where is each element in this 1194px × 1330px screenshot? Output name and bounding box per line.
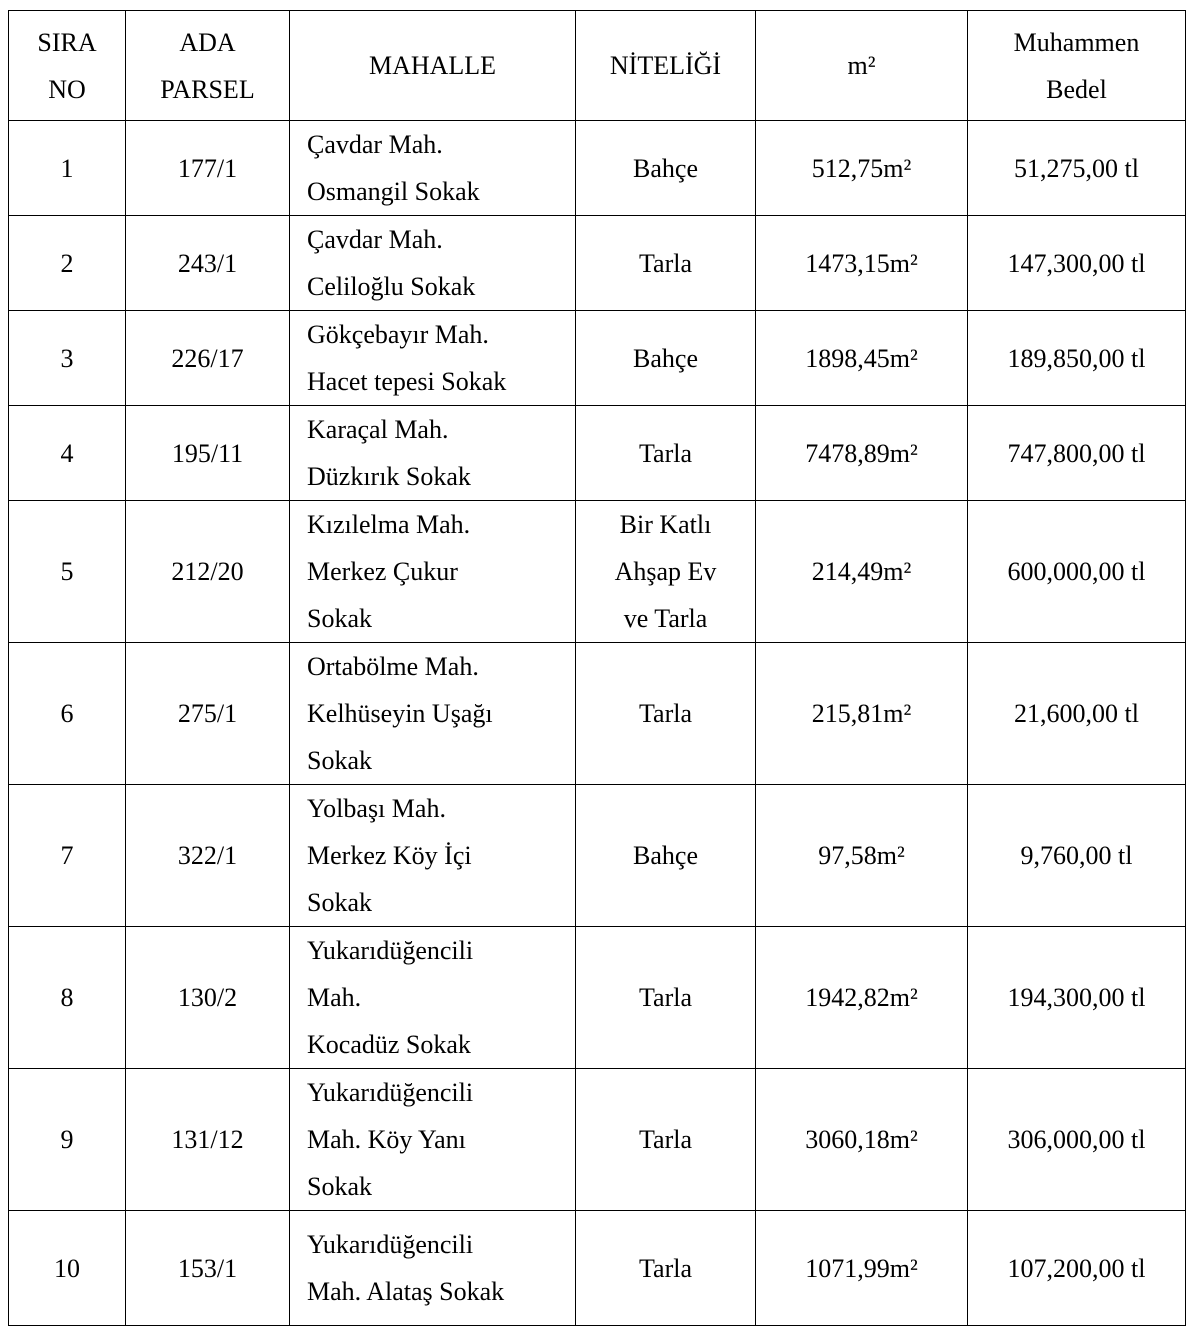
cell-mahalle xyxy=(290,643,576,785)
cell-muhammen-bedel: 194,300,00 tl xyxy=(968,927,1186,1069)
cell-line: Hacet tepesi Sokak xyxy=(307,367,507,396)
header-muhammen-bedel xyxy=(968,11,1186,121)
cell-line: SIRA xyxy=(37,27,97,57)
cell-sira-no: 6 xyxy=(9,643,126,785)
header-niteligi xyxy=(576,11,756,121)
table-row xyxy=(9,1211,1186,1326)
cell-m2: 7478,89m² xyxy=(756,406,968,501)
cell-line: Tarla xyxy=(638,248,693,278)
cell-line: Mah. Köy Yanı xyxy=(307,1125,466,1154)
cell-line: NO xyxy=(48,74,86,104)
cell-m2: 1071,99m² xyxy=(756,1211,968,1326)
cell-line: Celiloğlu Sokak xyxy=(307,272,476,301)
cell-line: Sokak xyxy=(307,1172,372,1201)
cell-m2: 3060,18m² xyxy=(756,1069,968,1211)
cell-ada-parsel: 177/1 xyxy=(126,121,290,216)
cell-line: Merkez Çukur xyxy=(307,557,458,586)
cell-sira-no: 8 xyxy=(9,927,126,1069)
cell-line: Sokak xyxy=(307,604,372,633)
cell-niteligi xyxy=(576,1211,756,1326)
cell-line: Osmangil Sokak xyxy=(307,177,480,206)
table-row xyxy=(9,927,1186,1069)
cell-niteligi xyxy=(576,643,756,785)
cell-line: Sokak xyxy=(307,888,372,917)
cell-line: Çavdar Mah. xyxy=(307,130,443,159)
cell-m2: 512,75m² xyxy=(756,121,968,216)
cell-mahalle xyxy=(290,121,576,216)
cell-line: Düzkırık Sokak xyxy=(307,462,471,491)
cell-ada-parsel: 212/20 xyxy=(126,501,290,643)
cell-line: Sokak xyxy=(307,746,372,775)
cell-niteligi xyxy=(576,406,756,501)
cell-sira-no: 1 xyxy=(9,121,126,216)
cell-mahalle xyxy=(290,311,576,406)
cell-mahalle xyxy=(290,216,576,311)
cell-line: Bahçe xyxy=(633,841,698,870)
table-row xyxy=(9,1069,1186,1211)
cell-line: Kelhüseyin Uşağı xyxy=(307,699,493,728)
cell-mahalle xyxy=(290,406,576,501)
table-row xyxy=(9,121,1186,216)
cell-ada-parsel: 195/11 xyxy=(126,406,290,501)
cell-line: Mah. xyxy=(307,983,362,1012)
cell-sira-no: 4 xyxy=(9,406,126,501)
cell-line: NİTELİĞİ xyxy=(609,51,722,80)
table-body xyxy=(9,121,1186,1326)
table-row xyxy=(9,785,1186,927)
cell-line: Yukarıdüğencili xyxy=(307,1078,474,1107)
cell-ada-parsel: 275/1 xyxy=(126,643,290,785)
cell-m2: 1473,15m² xyxy=(756,216,968,311)
cell-line: Tarla xyxy=(638,1253,693,1283)
cell-line: Bahçe xyxy=(633,153,698,183)
cell-muhammen-bedel: 147,300,00 tl xyxy=(968,216,1186,311)
header-mahalle xyxy=(290,11,576,121)
cell-line: Muhammen xyxy=(1013,27,1140,57)
cell-line: Ahşap Ev xyxy=(614,557,717,586)
cell-line: Ortabölme Mah. xyxy=(307,652,479,681)
cell-line: m² xyxy=(847,51,876,80)
cell-line: Kocadüz Sokak xyxy=(307,1030,471,1059)
cell-ada-parsel: 243/1 xyxy=(126,216,290,311)
cell-mahalle xyxy=(290,785,576,927)
table-row xyxy=(9,406,1186,501)
cell-m2: 215,81m² xyxy=(756,643,968,785)
cell-niteligi xyxy=(576,121,756,216)
cell-mahalle xyxy=(290,1069,576,1211)
cell-ada-parsel: 130/2 xyxy=(126,927,290,1069)
table-row xyxy=(9,643,1186,785)
cell-muhammen-bedel: 747,800,00 tl xyxy=(968,406,1186,501)
cell-muhammen-bedel: 189,850,00 tl xyxy=(968,311,1186,406)
cell-line: ve Tarla xyxy=(623,604,708,633)
cell-m2: 214,49m² xyxy=(756,501,968,643)
cell-line: Tarla xyxy=(638,983,693,1012)
cell-line: Bir Katlı xyxy=(619,510,712,539)
cell-line: ADA xyxy=(179,27,236,57)
header-sira-no xyxy=(9,11,126,121)
cell-m2: 1942,82m² xyxy=(756,927,968,1069)
header-ada-parsel xyxy=(126,11,290,121)
cell-ada-parsel: 153/1 xyxy=(126,1211,290,1326)
cell-sira-no: 5 xyxy=(9,501,126,643)
cell-niteligi xyxy=(576,1069,756,1211)
table-row xyxy=(9,311,1186,406)
cell-muhammen-bedel: 21,600,00 tl xyxy=(968,643,1186,785)
cell-muhammen-bedel: 306,000,00 tl xyxy=(968,1069,1186,1211)
cell-line: Bahçe xyxy=(633,343,698,373)
cell-sira-no: 9 xyxy=(9,1069,126,1211)
cell-muhammen-bedel: 600,000,00 tl xyxy=(968,501,1186,643)
cell-line: Tarla xyxy=(638,1125,693,1154)
cell-muhammen-bedel: 51,275,00 tl xyxy=(968,121,1186,216)
cell-m2: 97,58m² xyxy=(756,785,968,927)
table-header-row xyxy=(9,11,1186,121)
cell-line: Tarla xyxy=(638,438,693,468)
cell-line: Çavdar Mah. xyxy=(307,225,443,254)
cell-line: Mah. Alataş Sokak xyxy=(307,1277,505,1306)
cell-muhammen-bedel: 9,760,00 tl xyxy=(968,785,1186,927)
cell-ada-parsel: 131/12 xyxy=(126,1069,290,1211)
cell-sira-no: 2 xyxy=(9,216,126,311)
cell-line: Tarla xyxy=(638,699,693,728)
cell-ada-parsel: 322/1 xyxy=(126,785,290,927)
cell-line: Yukarıdüğencili xyxy=(307,1230,474,1259)
cell-sira-no: 7 xyxy=(9,785,126,927)
cell-m2: 1898,45m² xyxy=(756,311,968,406)
cell-ada-parsel: 226/17 xyxy=(126,311,290,406)
cell-sira-no: 3 xyxy=(9,311,126,406)
cell-line: MAHALLE xyxy=(368,51,497,80)
table-row xyxy=(9,501,1186,643)
table-row xyxy=(9,216,1186,311)
cell-mahalle xyxy=(290,927,576,1069)
cell-niteligi xyxy=(576,927,756,1069)
cell-line: Yukarıdüğencili xyxy=(307,936,474,965)
cell-line: Bedel xyxy=(1046,74,1107,104)
cell-niteligi xyxy=(576,785,756,927)
cell-line: Yolbaşı Mah. xyxy=(307,794,446,823)
cell-line: Karaçal Mah. xyxy=(307,415,449,444)
cell-niteligi xyxy=(576,311,756,406)
cell-line: Kızılelma Mah. xyxy=(307,510,471,539)
cell-muhammen-bedel: 107,200,00 tl xyxy=(968,1211,1186,1326)
parcel-table xyxy=(8,10,1186,1326)
header-m2 xyxy=(756,11,968,121)
cell-line: Gökçebayır Mah. xyxy=(307,320,489,349)
cell-niteligi xyxy=(576,501,756,643)
cell-sira-no: 10 xyxy=(9,1211,126,1326)
cell-line: PARSEL xyxy=(160,74,255,104)
cell-mahalle xyxy=(290,501,576,643)
cell-niteligi xyxy=(576,216,756,311)
cell-mahalle xyxy=(290,1211,576,1326)
cell-line: Merkez Köy İçi xyxy=(307,841,472,870)
